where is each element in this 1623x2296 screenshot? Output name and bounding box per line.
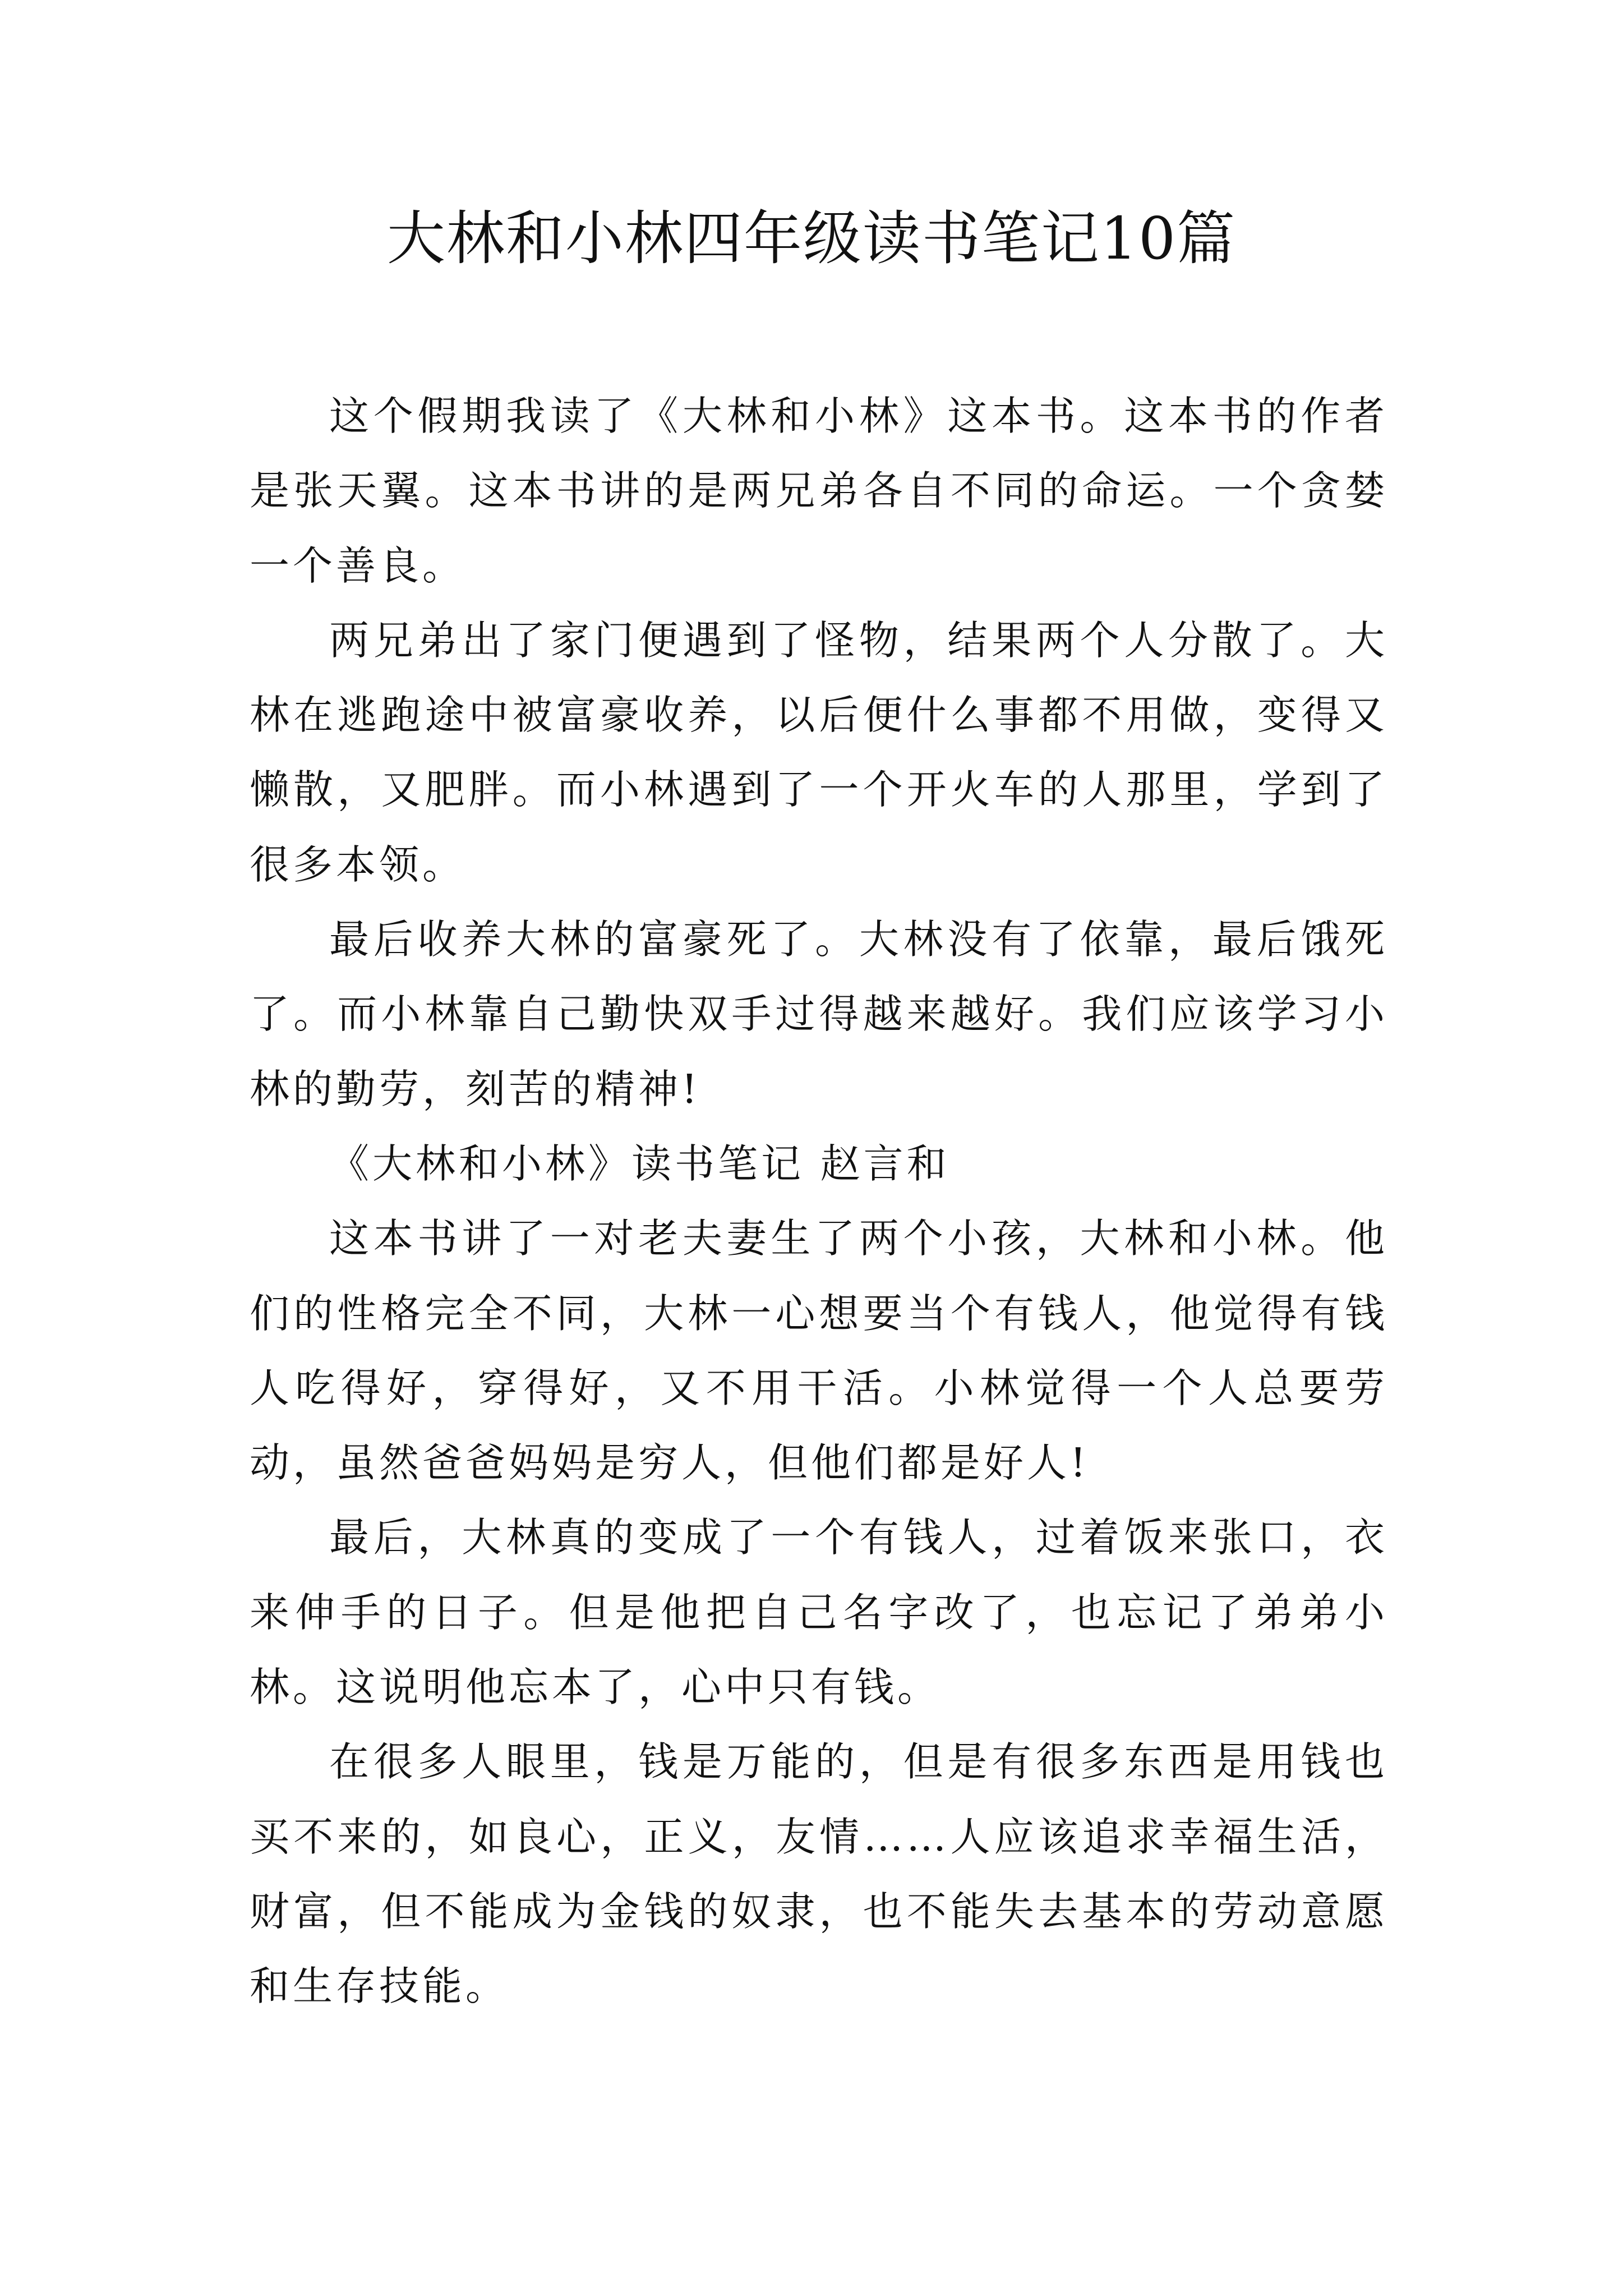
paragraph-1: 这个假期我读了《大林和小林》这本书。这本书的作者是张天翼。这本书讲的是两兄弟各自不同的命运。一个贪婪一个善良。 [250, 393, 1388, 589]
paragraph-3: 最后收养大林的富豪死了。大林没有了依靠，最后饿死了。而小林靠自己勤快双手过得越来越好。我们应该学习小林的勤劳，刻苦的精神! [250, 916, 1388, 1112]
document-title: 大林和小林四年级读书笔记10篇 [386, 204, 1237, 273]
section-heading: 《大林和小林》读书笔记 赵言和 [329, 1140, 950, 1187]
paragraph-5: 最后，大林真的变成了一个有钱人，过着饭来张口，衣来伸手的日子。但是他把自己名字改了，也忘记了弟弟小林。这说明他忘本了，心中只有钱。 [250, 1514, 1388, 1711]
paragraph-2: 两兄弟出了家门便遇到了怪物，结果两个人分散了。大林在逃跑途中被富豪收养，以后便什么事都不用做，变得又懒散，又肥胖。而小林遇到了一个开火车的人那里，学到了很多本领。 [250, 616, 1388, 888]
paragraph-4: 这本书讲了一对老夫妻生了两个小孩，大林和小林。他们的性格完全不同，大林一心想要当个有钱人，他觉得有钱人吃得好，穿得好，又不用干活。小林觉得一个人总要劳动，虽然爸爸妈妈是穷人，但他们都是好人! [250, 1215, 1388, 1487]
document-body [250, 379, 1388, 2024]
paragraph-6: 在很多人眼里，钱是万能的，但是有很多东西是用钱也买不来的，如良心，正义，友情……人应该追求幸福生活，财富，但不能成为金钱的奴隶，也不能失去基本的劳动意愿和生存技能。 [250, 1738, 1388, 2010]
